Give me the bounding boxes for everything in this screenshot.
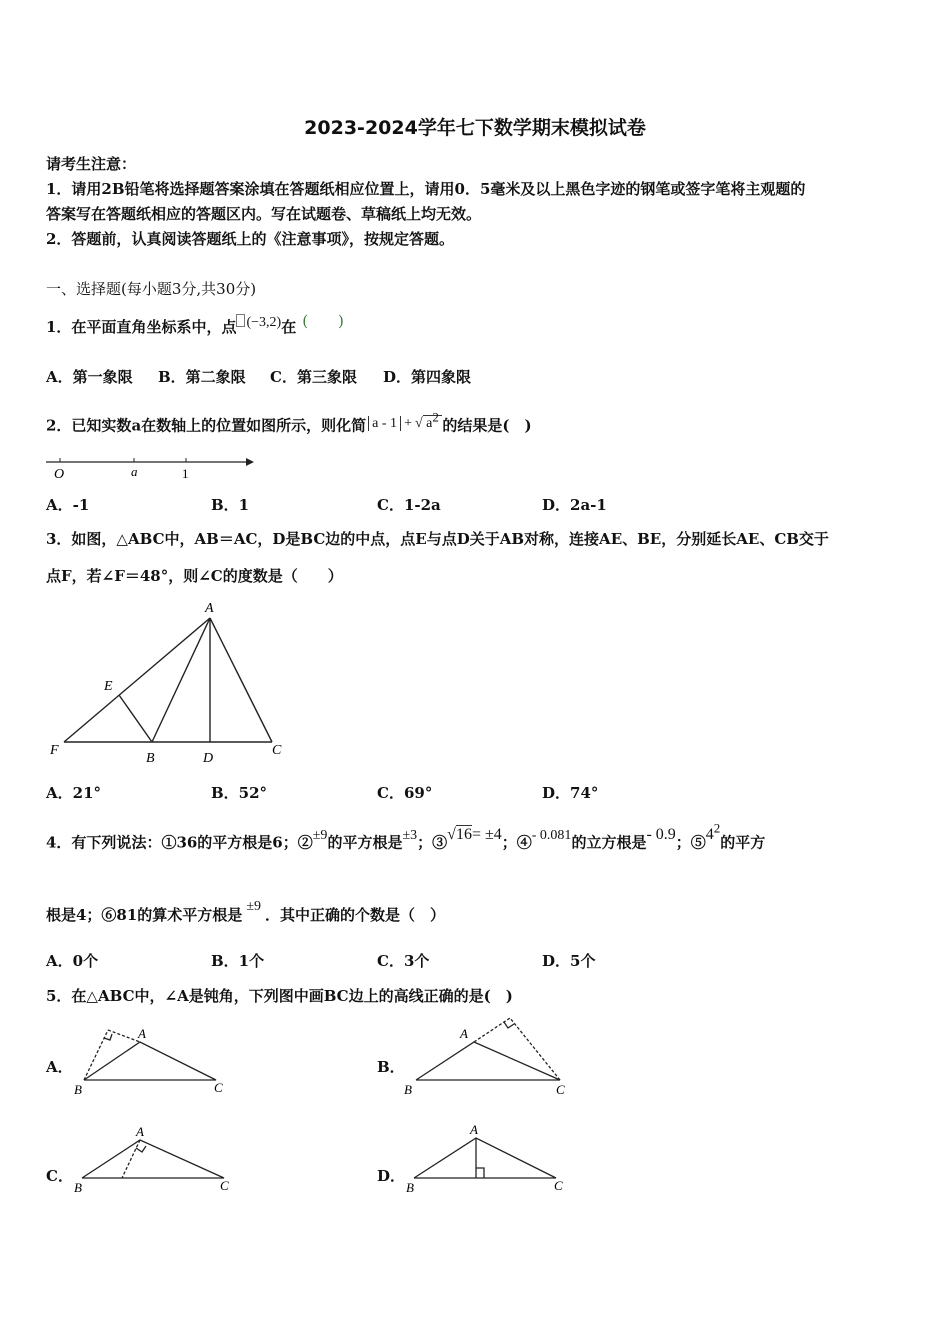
segment-eb xyxy=(119,695,152,742)
notice-line-2: 答案写在答题纸相应的答题区内。写在试题卷、草稿纸上均无效。 xyxy=(46,205,482,223)
q2-abs-expr: a - 1 xyxy=(368,416,401,431)
q2-question xyxy=(46,409,532,436)
label-b: B xyxy=(74,1082,82,1097)
q1-option-b[interactable]: B．第二象限 xyxy=(158,368,246,386)
q1-text-a: 1．在平面直角坐标系中，点 xyxy=(46,318,237,336)
q4-math-1: ±9 xyxy=(312,828,328,844)
q5-option-c-letter[interactable]: C． xyxy=(46,1167,73,1185)
label-a: A xyxy=(138,1026,146,1041)
q4-option-b[interactable]: B．1个 xyxy=(211,952,265,970)
label-a: A xyxy=(205,601,214,616)
label-c: C xyxy=(220,1178,229,1193)
q4-option-a[interactable]: A．0个 xyxy=(46,952,99,970)
notice-line-1: 1．请用2B铅笔将选择题答案涂填在答题纸相应位置上，请用0．5毫米及以上黑色字迹的钢笔或签字笔将主观题的 xyxy=(46,180,806,198)
q5-figure-c[interactable] xyxy=(68,1122,244,1196)
label-c: C xyxy=(554,1178,563,1193)
label-b: B xyxy=(406,1180,414,1195)
q2-text-b: 的结果是( ) xyxy=(442,416,532,435)
q2-option-d[interactable]: D．2a-1 xyxy=(542,496,607,514)
label-b: B xyxy=(146,751,155,766)
missing-glyph-icon xyxy=(236,314,245,327)
label-o: O xyxy=(54,467,65,482)
q2-option-c[interactable]: C．1-2a xyxy=(377,496,441,514)
label-b: B xyxy=(74,1180,82,1195)
q2-option-b[interactable]: B．1 xyxy=(211,496,250,514)
label-d: D xyxy=(203,751,214,766)
q1-option-a[interactable]: A．第一象限 xyxy=(46,368,133,386)
q4-line-1: 4．有下列说法：①36的平方根是6；②±9的平方根是±3；③√16= ±4；④- 0.081的立方根是- 0.9；$⑤4^2$的平方 xyxy=(46,821,766,852)
q3-figure xyxy=(44,598,294,770)
label-a: A xyxy=(460,1026,468,1041)
label-f: F xyxy=(50,743,59,758)
q3-line-1: 3．如图，△ABC中，AB＝AC，D是BC边的中点，点E与点D关于AB对称，连接AE、BE，分别延长AE、CB交于 xyxy=(46,530,829,548)
label-e: E xyxy=(104,679,113,694)
q5-option-b-letter[interactable]: B． xyxy=(377,1058,405,1076)
triangle-abc xyxy=(416,1042,560,1080)
q5-option-d-letter[interactable]: D． xyxy=(377,1167,406,1185)
number-line-arrow-icon xyxy=(246,458,254,466)
q2-option-a[interactable]: A．-1 xyxy=(46,496,90,514)
label-b: B xyxy=(404,1082,412,1097)
q1-option-d[interactable]: D．第四象限 xyxy=(383,368,472,386)
label-1: 1 xyxy=(182,466,189,481)
segment-ab xyxy=(152,618,210,742)
q4-math-5: - 0.9 xyxy=(646,826,676,844)
q5-figure-b[interactable] xyxy=(400,1010,580,1098)
triangle-abc xyxy=(82,1140,224,1178)
segment-ac xyxy=(210,618,272,742)
segment-af xyxy=(64,618,210,742)
right-angle-mark xyxy=(136,1146,146,1152)
notice-heading: 请考生注意： xyxy=(46,155,137,173)
q3-option-c[interactable]: C．69° xyxy=(377,784,433,802)
label-c: C xyxy=(214,1080,223,1095)
q2-sqrt: √ $a^2$ xyxy=(415,416,442,431)
q5-option-a-letter[interactable]: A． xyxy=(46,1058,73,1076)
label-c: C xyxy=(272,743,282,758)
q5-figure-a[interactable] xyxy=(68,1022,238,1098)
q1-question xyxy=(46,312,344,337)
label-a: A xyxy=(470,1122,478,1137)
q5-figure-d[interactable] xyxy=(400,1120,576,1196)
q3-option-a[interactable]: A．21° xyxy=(46,784,102,802)
q1-text-b: 在 xyxy=(281,318,297,336)
q4-math-6: $4^2$ xyxy=(705,821,721,844)
triangle-abc xyxy=(84,1042,216,1080)
q4-math-7: ±9 xyxy=(246,899,261,914)
label-a: A xyxy=(136,1124,144,1139)
q1-paren: ( ) xyxy=(302,312,344,330)
q4-math-2: ±3 xyxy=(402,828,418,844)
page-title: 2023-2024学年七下数学期末模拟试卷 xyxy=(304,117,646,139)
triangle-abc xyxy=(414,1138,556,1178)
q4-option-c[interactable]: C．3个 xyxy=(377,952,430,970)
q3-line-2: 点F，若∠F＝48°，则∠C的度数是（ ） xyxy=(46,567,343,585)
q3-option-d[interactable]: D．74° xyxy=(542,784,599,802)
q4-math-4: - 0.081 xyxy=(531,828,572,844)
extension-dashed xyxy=(108,1030,140,1042)
q4-line-2: 根是4；⑥81的算术平方根是 ±9 ．其中正确的个数是（ ） xyxy=(46,899,446,924)
section-heading: 一、选择题(每小题3分,共30分) xyxy=(46,280,257,298)
right-angle-mark xyxy=(504,1022,514,1028)
q5-question: 5．在△ABC中，∠A是钝角，下列图中画BC边上的高线正确的是( ) xyxy=(46,987,513,1005)
q1-point: (−3,2) xyxy=(236,315,281,330)
q2-plus: + xyxy=(404,415,412,431)
q2-text-a: 2．已知实数a在数轴上的位置如图所示，则化简 xyxy=(46,416,367,435)
q4-option-d[interactable]: D．5个 xyxy=(542,952,596,970)
altitude-dashed xyxy=(510,1018,560,1080)
q3-option-b[interactable]: B．52° xyxy=(211,784,268,802)
label-a: a xyxy=(131,464,138,479)
notice-line-3: 2．答题前，认真阅读答题纸上的《注意事项》，按规定答题。 xyxy=(46,230,454,248)
q4-math-3: √16= ±4 xyxy=(447,826,502,844)
q1-option-c[interactable]: C．第三象限 xyxy=(270,368,357,386)
right-angle-mark xyxy=(476,1168,484,1178)
q2-number-line xyxy=(40,450,260,484)
label-c: C xyxy=(556,1082,565,1097)
extension-dashed xyxy=(474,1018,510,1042)
